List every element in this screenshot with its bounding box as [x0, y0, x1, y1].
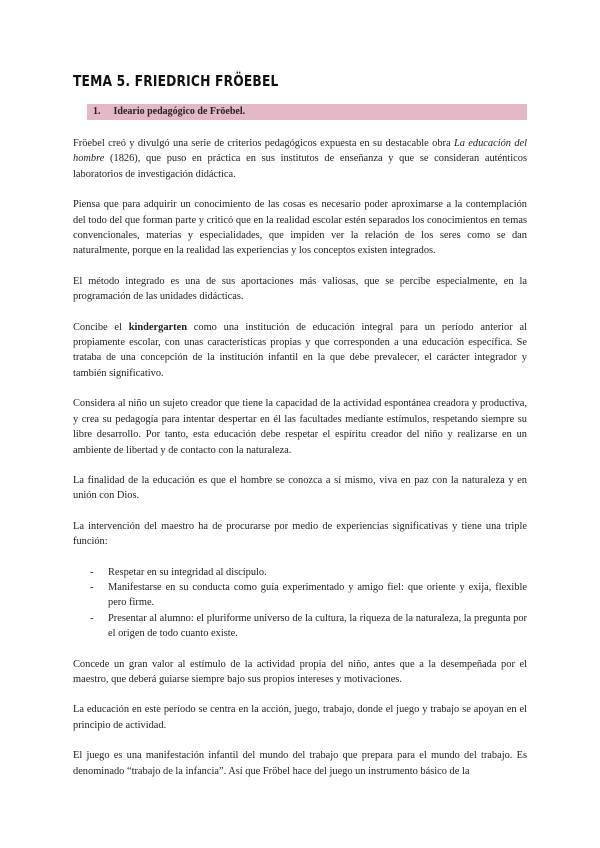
section-number: 1.	[93, 106, 101, 117]
kindergarten-term: kindergarten	[128, 321, 187, 333]
list-item: - Respetar en su integridad al discípulo.	[73, 565, 527, 580]
paragraph-1	[73, 136, 527, 182]
section-label: Ideario pedagógico de Fröebel.	[113, 106, 246, 117]
list-item: - Presentar al alumno: el pluriforme universo de la cultura, la riqueza de la naturaleza, la pregunta por el origen de todo cuanto existe.	[73, 611, 527, 642]
section-heading	[87, 104, 527, 120]
paragraph-2: Piensa que para adquirir un conocimiento de las cosas es necesario poder aproximarse a la contemplación del todo del que forman parte y criticó que en la realidad escolar estén separados los conocimientos en temas convencionales, materias y especialidades, que impiden ver la relación de los seres como se dan naturalmente, porque en la realidad las experiencias y los conceptos existen integrados.	[73, 199, 527, 257]
list-item: - Manifestarse en su conducta como guía experimentado y amigo fiel: que oriente y exija, flexible pero firme.	[73, 580, 527, 611]
book-title: La educación del hombre	[73, 138, 528, 165]
paragraph-9: La educación en este período se centra en la acción, juego, trabajo, donde el juego y trabajo se apoyan en el principio de actividad.	[73, 704, 527, 731]
paragraph-8: Concede un gran valor al estímulo de la actividad propia del niño, antes que a la desempeñada por el maestro, que deberá guiarse siempre bajo sus propios intereses y motivaciones.	[73, 658, 527, 685]
paragraph-5: Considera al niño un sujeto creador que tiene la capacidad de la actividad espontánea creadora y productiva, y crea su pedagogía para intentar despertar en él las facultades mediante estímulos, respetando siempre su libre desarrollo. Por tanto, esta educación debe respetar el espíritu creador del niño y realizarse en un ambiente de libertad y de contacto con la naturaleza.	[73, 398, 527, 456]
teacher-functions-list	[73, 565, 527, 642]
page-title: TEMA 5. FRIEDRICH FRÖEBEL	[73, 72, 279, 90]
paragraph-6: La finalidad de la educación es que el hombre se conozca a sí mismo, viva en paz con la naturaleza y en unión con Dios.	[73, 474, 527, 502]
paragraph-4-text-a: Concibe el	[73, 321, 129, 333]
paragraph-4-text-b: como una institución de educación integral para un período anterior al propiamente escolar, con unas características propias y que corresponden a una educación específica. Se trataba de una concepción de la institución infantil en la que debe prevalecer, el carácter integrador y también significativo.	[73, 321, 527, 379]
paragraph-3: El método integrado es una de sus aportaciones más valiosas, que se percibe especialmente, en la programación de las unidades didácticas.	[73, 275, 527, 303]
paragraph-1-text-b: (1826), que puso en práctica en sus institutos de enseñanza y que se consideran auténticos laboratorios de investigación didáctica.	[73, 153, 527, 180]
paragraph-10: El juego es una manifestación infantil del mundo del trabajo que prepara para el mundo del trabajo. Es denominado “trabajo de la infancia”. Así que Fröbel hace del juego un instrumento básico de la	[73, 750, 527, 777]
paragraph-4	[73, 320, 527, 382]
paragraph-1-text-a: Fröebel creó y divulgó una serie de criterios pedagógicos expuesta en su destacable obra	[73, 138, 454, 149]
paragraph-7: La intervención del maestro ha de procurarse por medio de experiencias significativas y tiene una triple función:	[73, 520, 527, 548]
